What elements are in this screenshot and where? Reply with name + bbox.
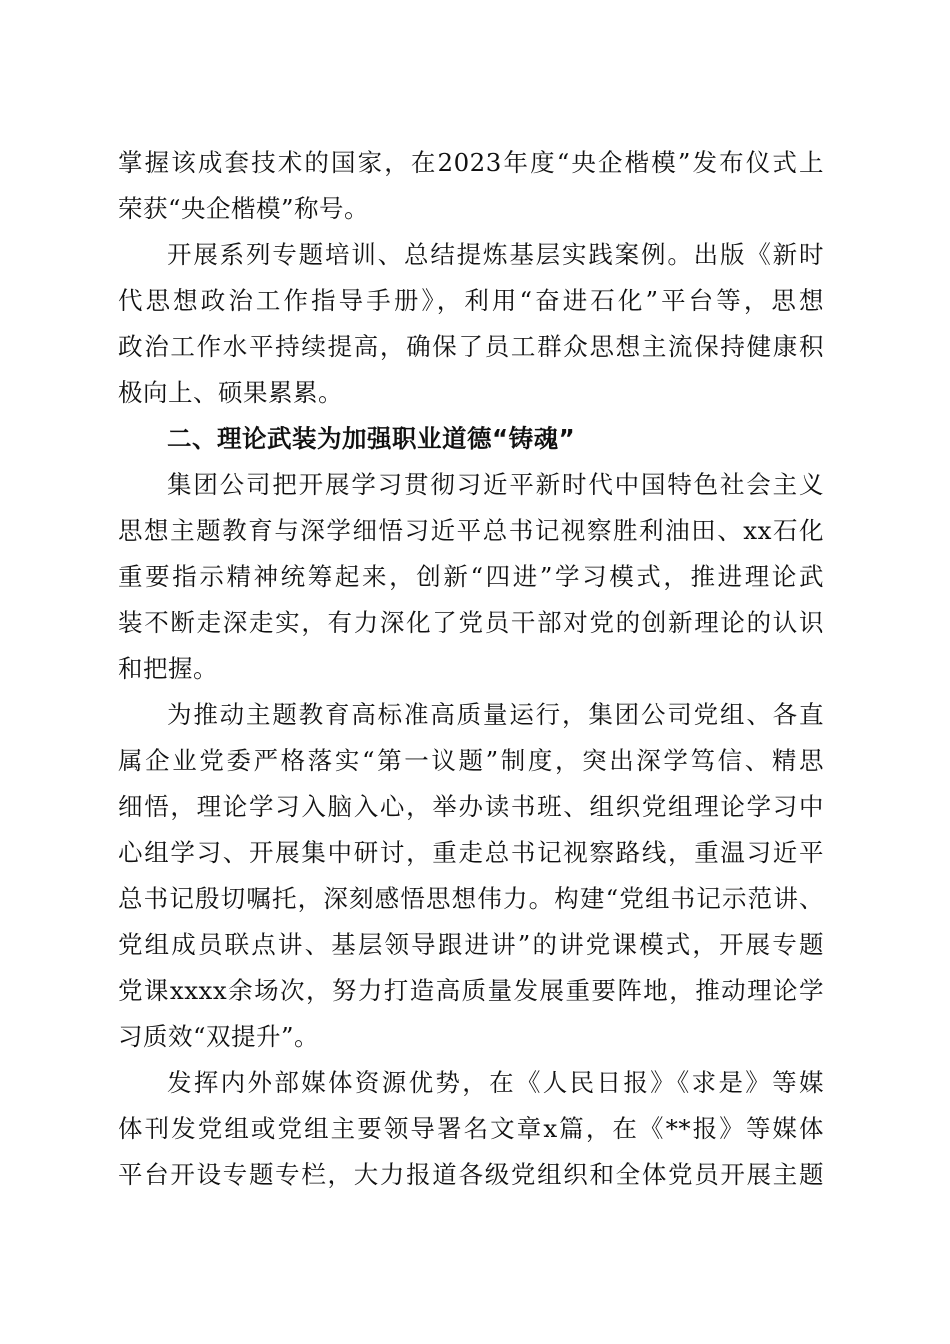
text-line: 代思想政治工作指导手册》，利用“奋进石化”平台等，思想 (118, 286, 824, 315)
text-line: 和把握。 (118, 654, 218, 683)
text-line: 属企业党委严格落实“第一议题”制度，突出深学笃信、精思 (118, 746, 824, 775)
text-line: 掌握该成套技术的国家，在2023年度“央企楷模”发布仪式上 (118, 148, 824, 177)
text-line: 党组成员联点讲、基层领导跟进讲”的讲党课模式，开展专题 (118, 930, 824, 959)
text-line: 心组学习、开展集中研讨，重走总书记视察路线，重温习近平 (118, 838, 824, 867)
section-heading: 二、理论武装为加强职业道德“铸魂” (167, 424, 576, 453)
text-line: 集团公司把开展学习贯彻习近平新时代中国特色社会主义 (167, 470, 824, 499)
text-line: 政治工作水平持续提高，确保了员工群众思想主流保持健康积 (118, 332, 824, 361)
text-line: 党课xxxx余场次，努力打造高质量发展重要阵地，推动理论学 (118, 976, 824, 1005)
text-line: 习质效“双提升”。 (118, 1022, 320, 1051)
text-line: 总书记殷切嘱托，深刻感悟思想伟力。构建“党组书记示范讲、 (118, 884, 824, 913)
text-line: 细悟，理论学习入脑入心，举办读书班、组织党组理论学习中 (118, 792, 824, 821)
text-line: 极向上、硕果累累。 (118, 378, 343, 407)
text-line: 开展系列专题培训、总结提炼基层实践案例。出版《新时 (167, 240, 824, 269)
text-line: 发挥内外部媒体资源优势，在《人民日报》《求是》等媒 (167, 1068, 824, 1097)
text-line: 荣获“央企楷模”称号。 (118, 194, 370, 223)
text-line: 思想主题教育与深学细悟习近平总书记视察胜利油田、xx石化 (118, 516, 824, 545)
text-line: 装不断走深走实，有力深化了党员干部对党的创新理论的认识 (118, 608, 824, 637)
text-line: 重要指示精神统筹起来，创新“四进”学习模式，推进理论武 (118, 562, 824, 591)
text-line: 为推动主题教育高标准高质量运行，集团公司党组、各直 (167, 700, 824, 729)
document-body (118, 140, 824, 1198)
text-line: 平台开设专题专栏，大力报道各级党组织和全体党员开展主题 (118, 1160, 824, 1189)
text-line: 体刊发党组或党组主要领导署名文章x篇，在《**报》等媒体 (118, 1114, 824, 1143)
